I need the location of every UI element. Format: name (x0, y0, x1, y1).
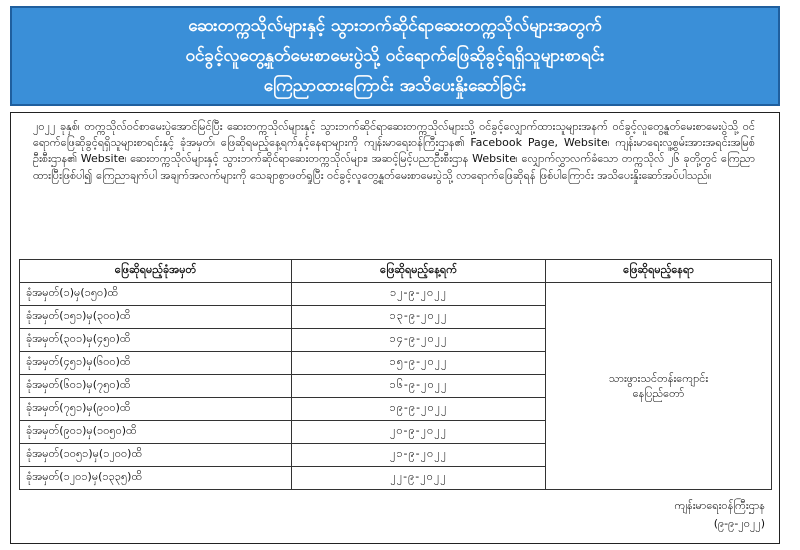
exam-date: ၂၀-၉-၂၀၂၂ (292, 421, 546, 444)
signature-block (675, 497, 765, 533)
exam-date: ၁၂-၉-၂၀၂၂ (292, 283, 546, 306)
seat-range: ခုံအမှတ်(၁၅၁)မှ(၃၀၀)ထိ (20, 306, 292, 329)
seat-range: ခုံအမှတ်(၇၅၁)မှ(၉၀၀)ထိ (20, 398, 292, 421)
notice-body (10, 112, 780, 544)
exam-venue (546, 283, 772, 490)
header-exam-date: ဖြေဆိုရမည့်နေ့ရက် (292, 260, 546, 283)
table-row (20, 283, 772, 306)
table-header-row (20, 260, 772, 283)
title-line-3: ကြေညာထားကြောင်း အသိပေးနှိုးဆော်ခြင်း (263, 76, 527, 96)
seat-range: ခုံအမှတ်(၆၀၁)မှ(၇၅၀)ထိ (20, 375, 292, 398)
venue-city: နေပြည်တော် (632, 387, 685, 400)
exam-date: ၂၂-၉-၂၀၂၂ (292, 467, 546, 490)
exam-date: ၁၉-၉-၂၀၂၂ (292, 398, 546, 421)
exam-date: ၁၅-၉-၂၀၂၂ (292, 352, 546, 375)
title-line-2: ဝင်ခွင့်လူတွေ့နှုတ်မေးစာမေးပွဲသို့ ဝင်ရောက်ဖြေဆိုခွင့်ရရှိသူများစာရင်း (185, 46, 605, 66)
header-seat-number: ဖြေဆိုရမည့်ခုံအမှတ် (20, 260, 292, 283)
exam-date: ၁၃-၉-၂၀၂၂ (292, 306, 546, 329)
venue-name: သားဖွားသင်တန်းကျောင်း (608, 372, 709, 385)
title-line-1: ဆေးတက္ကသိုလ်များနှင့် သွားဘက်ဆိုင်ရာဆေးတက္ကသိုလ်များအတွက် (188, 16, 602, 36)
intro-paragraph: ၂၀၂၂ ခုနှစ်၊ တက္ကသိုလ်ဝင်စာမေးပွဲအောင်မြင်ပြီး ဆေးတက္ကသိုလ်များနှင့် သွားဘက်ဆိုင်ရာဆေးတက္ကသိုလ်များသို့ ဝင်ခွင့်လျှောက်ထားသူများအနက် ဝင်ခွင့်လူတွေ့နှုတ်မေးစာမေးပွဲသို့ ဝင်ရောက်ဖြေဆိုခွင့်ရရှိသူများစာရင်းနှင့် ခုံအမှတ်၊ ဖြေဆိုရမည့်နေ့ရက်နှင့်နေရာများကို ကျန်းမာရေးဝန်ကြီးဌာန၏ Facebook Page, Website၊ ကျန်းမာရေးလူ့စွမ်းအားအရင်းအမြစ်ဦးစီးဌာန၏ Website၊ ဆေးတက္ကသိုလ်များနှင့် သွားဘက်ဆိုင်ရာဆေးတက္ကသိုလ်များ၊ အဆင့်မြင့်ပညာဦးစီးဌာန Website၊ လျှောက်လွှာလက်ခံသော တက္ကသိုလ် ၂၆ ခုတို့တွင် ကြေညာထားပြီးဖြစ်ပါ၍ ကြေညာချက်ပါ အချက်အလက်များကို သေချာစွာဖတ်ရှုပြီး ဝင်ခွင့်လူတွေ့နှုတ်မေးစာမေးပွဲသို့ လာရောက်ဖြေဆိုရန် ဖြစ်ပါကြောင်း အသိပေးနှိုးဆော်အပ်ပါသည်။ (33, 120, 755, 182)
exam-date: ၂၁-၉-၂၀၂၂ (292, 444, 546, 467)
seat-range: ခုံအမှတ်(၃၀၁)မှ(၄၅၀)ထိ (20, 329, 292, 352)
seat-range: ခုံအမှတ်(၉၀၁)မှ(၁၀၅၀)ထိ (20, 421, 292, 444)
seat-range: ခုံအမှတ်(၁၂၀၁)မှ(၁၃၃၅)ထိ (20, 467, 292, 490)
seat-range: ခုံအမှတ်(၁၀၅၁)မှ(၁၂၀၀)ထိ (20, 444, 292, 467)
exam-date: ၁၆-၉-၂၀၂၂ (292, 375, 546, 398)
header-exam-venue: ဖြေဆိုရမည့်နေရာ (546, 260, 772, 283)
seat-range: ခုံအမှတ်(၁)မှ(၁၅၀)ထိ (20, 283, 292, 306)
issue-date: (၉-၉-၂၀၂၂) (713, 517, 765, 530)
exam-date: ၁၄-၉-၂၀၂၂ (292, 329, 546, 352)
exam-schedule-table (19, 259, 772, 490)
issuer-name: ကျန်းမာရေးဝန်ကြီးဌာန (674, 499, 765, 512)
title-banner (10, 6, 780, 106)
seat-range: ခုံအမှတ်(၄၅၁)မှ(၆၀၀)ထိ (20, 352, 292, 375)
